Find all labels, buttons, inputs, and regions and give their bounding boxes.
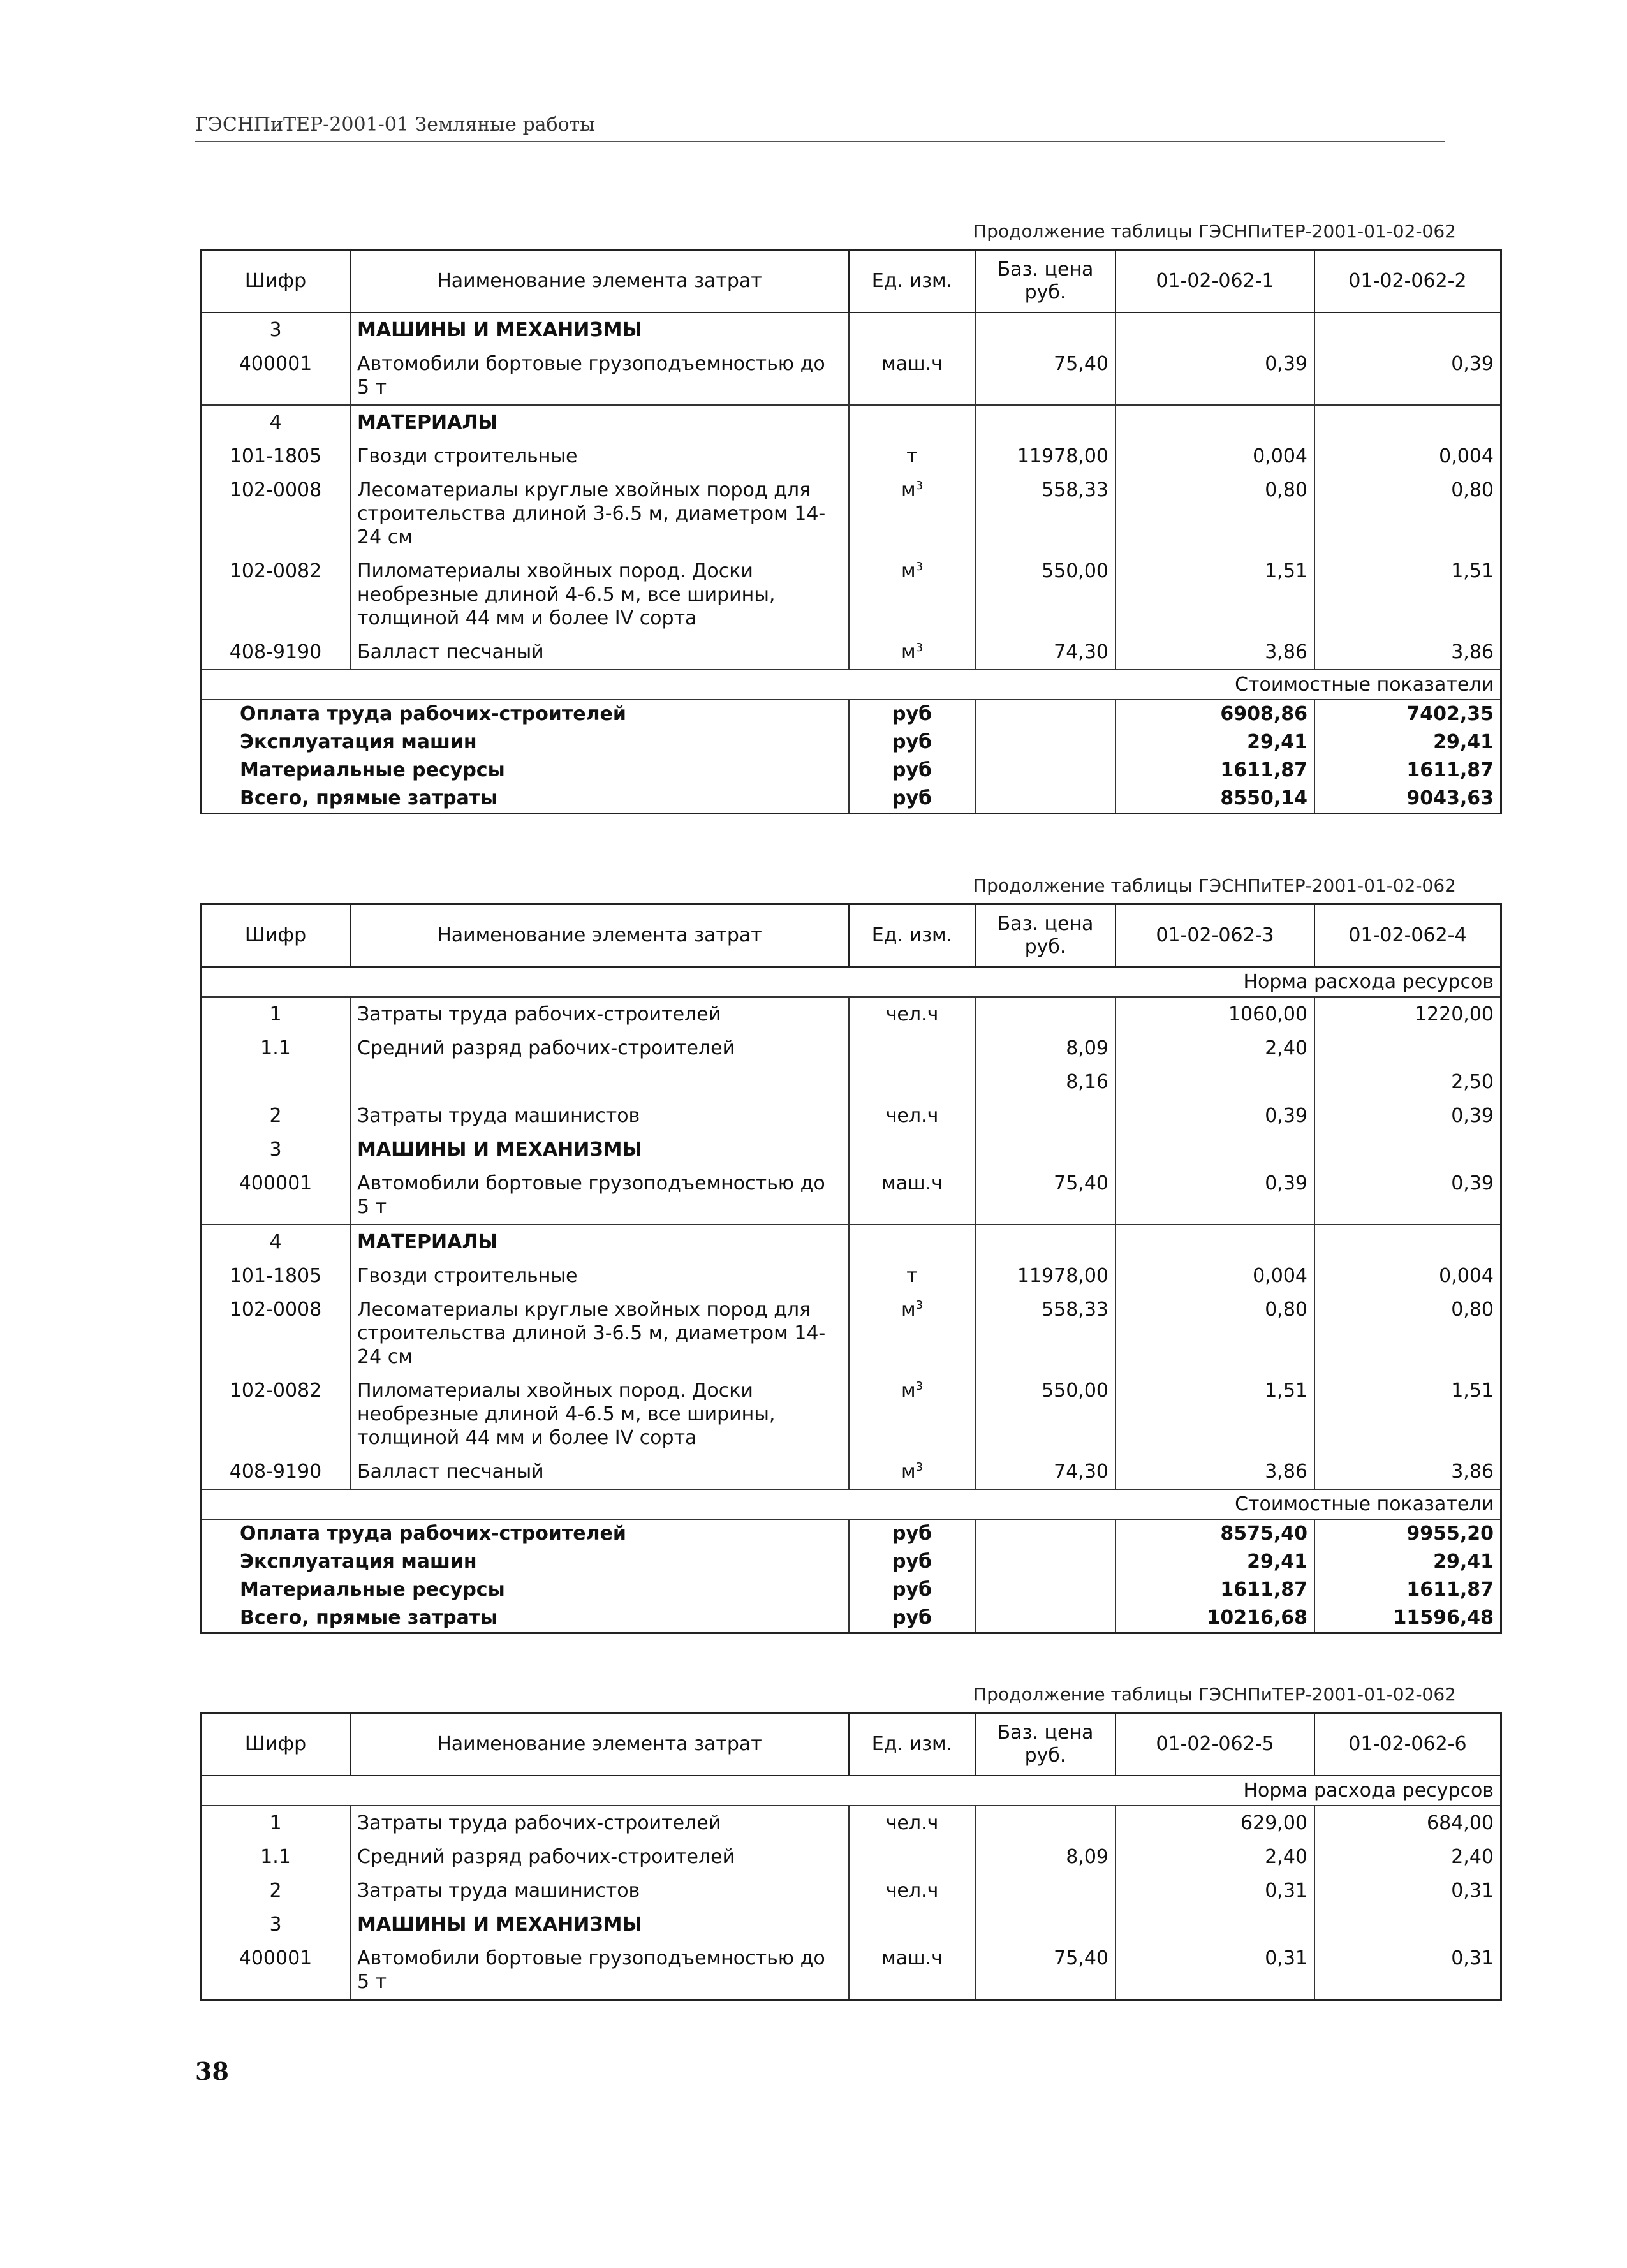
table-row (201, 1031, 1501, 1065)
row-value-1: 1060,00 (1115, 997, 1314, 1031)
row-name: Средний разряд рабочих-строителей (350, 1840, 849, 1874)
row-price (975, 1133, 1115, 1167)
row-value-2: 0,80 (1314, 1293, 1501, 1374)
norm-band (201, 1776, 1501, 1806)
row-value-2: 0,31 (1314, 1874, 1501, 1908)
table-caption: Продолжение таблицы ГЭСНПиТЕР-2001-01-02-062 (973, 875, 1456, 896)
total-value-1: 8575,40 (1115, 1519, 1314, 1548)
row-value-2 (1314, 1225, 1501, 1259)
row-code: 400001 (239, 1947, 313, 1970)
unit-exponent: 3 (915, 641, 924, 654)
table-row (201, 1840, 1501, 1874)
total-value-2: 29,41 (1314, 728, 1501, 756)
row-value-1: 0,31 (1115, 1941, 1314, 2000)
row-value-2: 2,40 (1314, 1840, 1501, 1874)
row-value-2: 3,86 (1314, 1455, 1501, 1489)
total-value-2: 11596,48 (1314, 1604, 1501, 1633)
row-code: 101-1805 (229, 1265, 322, 1287)
col-5-header: 01-02-062-5 (1115, 1713, 1314, 1776)
row-code: 102-0008 (229, 479, 322, 501)
row-unit: $м^3$ (849, 635, 975, 670)
row-unit: чел.ч (849, 1806, 975, 1840)
row-unit: т (849, 1259, 975, 1293)
cost-band (201, 670, 1501, 700)
total-price (975, 756, 1115, 784)
row-value-2: 0,39 (1314, 1099, 1501, 1133)
row-unit: маш.ч (849, 1941, 975, 2000)
table-row (201, 1374, 1501, 1455)
row-value-1 (1115, 1908, 1314, 1941)
page-number: 38 (195, 2057, 229, 2086)
table-2 (200, 903, 1502, 1634)
row-name: МАШИНЫ И МЕХАНИЗМЫ (350, 313, 849, 347)
cost-band (201, 1489, 1501, 1519)
col-name-header: Наименование элемента затрат (350, 1713, 849, 1776)
row-code: 4 (201, 1225, 351, 1259)
col-unit-header: Ед. изм. (849, 250, 975, 313)
row-unit: $м^3$ (849, 554, 975, 635)
row-value-2: 0,80 (1314, 473, 1501, 554)
total-value-2: 9043,63 (1314, 784, 1501, 814)
section-row (201, 1225, 1501, 1259)
total-row (201, 1548, 1501, 1576)
row-price: 74,30 (975, 635, 1115, 670)
row-value-2 (1314, 405, 1501, 439)
row-price: 74,30 (975, 1455, 1115, 1489)
row-price: 11978,00 (975, 439, 1115, 473)
total-price (975, 728, 1115, 756)
row-name: Пиломатериалы хвойных пород. Доски необрезные длиной 4-6.5 м, все ширины, толщиной 44 мм и более IV сорта (350, 1374, 849, 1455)
table-header-row (201, 250, 1501, 313)
row-unit: т (849, 439, 975, 473)
total-label: Всего, прямые затраты (240, 787, 498, 809)
row-value-2: 0,39 (1314, 1167, 1501, 1225)
row-name: Гвозди строительные (350, 1259, 849, 1293)
total-value-2: 1611,87 (1314, 756, 1501, 784)
row-value-1: 3,86 (1115, 1455, 1314, 1489)
col-code-header: Шифр (201, 250, 351, 313)
row-code: 408-9190 (229, 641, 322, 663)
row-value-2 (1314, 1908, 1501, 1941)
row-value-2: 0,39 (1314, 347, 1501, 405)
row-price (975, 1099, 1115, 1133)
row-name: Балласт песчаный (350, 635, 849, 670)
table-caption: Продолжение таблицы ГЭСНПиТЕР-2001-01-02-062 (973, 221, 1456, 242)
row-name: Гвозди строительные (350, 439, 849, 473)
row-value-1: 0,80 (1115, 1293, 1314, 1374)
table-3 (200, 1712, 1502, 2001)
row-value-1: 0,004 (1115, 1259, 1314, 1293)
row-name: Затраты труда машинистов (350, 1874, 849, 1908)
total-row (201, 1519, 1501, 1548)
labor-rows (201, 1806, 1501, 1908)
table-1 (200, 249, 1502, 814)
col-code-header: Шифр (201, 1713, 351, 1776)
col-unit-header: Ед. изм. (849, 1713, 975, 1776)
row-code: 4 (201, 405, 351, 439)
row-name: МАШИНЫ И МЕХАНИЗМЫ (350, 1133, 849, 1167)
row-code: 102-0082 (229, 560, 322, 582)
row-value-2 (1314, 313, 1501, 347)
row-price: 75,40 (975, 347, 1115, 405)
table-row (201, 635, 1501, 670)
table-header-row (201, 904, 1501, 968)
row-price (975, 1225, 1115, 1259)
total-unit: руб (849, 1604, 975, 1633)
table-row (201, 1259, 1501, 1293)
row-value-1: 629,00 (1115, 1806, 1314, 1840)
row-code: 3 (269, 1138, 282, 1161)
col-5-header: 01-02-062-1 (1115, 250, 1314, 313)
col-name-header: Наименование элемента затрат (350, 904, 849, 968)
total-price (975, 784, 1115, 814)
table-row (201, 1099, 1501, 1133)
table-row (201, 554, 1501, 635)
total-label: Оплата труда рабочих-строителей (240, 1522, 626, 1545)
norm-band-label: Норма расхода ресурсов (201, 1776, 1501, 1806)
total-row (201, 756, 1501, 784)
row-value-2: 684,00 (1314, 1806, 1501, 1840)
section-row (201, 1908, 1501, 1941)
row-price (975, 1908, 1115, 1941)
row-price: 558,33 (975, 473, 1115, 554)
total-row (201, 784, 1501, 814)
row-name: МАТЕРИАЛЫ (350, 1225, 849, 1259)
row-code: 408-9190 (229, 1461, 322, 1483)
table-row (201, 1455, 1501, 1489)
row-code: 3 (269, 1913, 282, 1936)
total-value-1: 29,41 (1115, 1548, 1314, 1576)
row-code: 1 (269, 1003, 282, 1026)
row-value-2: 3,86 (1314, 635, 1501, 670)
total-label: Материальные ресурсы (240, 1579, 505, 1601)
table-row (201, 1293, 1501, 1374)
total-row (201, 1576, 1501, 1604)
resource-rows (201, 1908, 1501, 2000)
row-name: Балласт песчаный (350, 1455, 849, 1489)
col-name-header: Наименование элемента затрат (350, 250, 849, 313)
col-price-header: Баз. цена руб. (975, 904, 1115, 968)
table-row (201, 1065, 1501, 1099)
row-code: 400001 (239, 1172, 313, 1195)
table-row (201, 473, 1501, 554)
resource-rows (201, 1133, 1501, 1489)
row-value-2 (1314, 1031, 1501, 1065)
row-unit (849, 405, 975, 439)
row-price (975, 997, 1115, 1031)
total-value-1: 8550,14 (1115, 784, 1314, 814)
row-value-2: 0,004 (1314, 1259, 1501, 1293)
row-value-1: 0,80 (1115, 473, 1314, 554)
row-code: 3 (269, 319, 282, 341)
table-row (201, 1874, 1501, 1908)
total-unit: руб (849, 1548, 975, 1576)
total-label: Эксплуатация машин (240, 731, 477, 753)
total-price (975, 1604, 1115, 1633)
row-name: МАТЕРИАЛЫ (350, 405, 849, 439)
row-value-1: 1,51 (1115, 554, 1314, 635)
row-value-1: 1,51 (1115, 1374, 1314, 1455)
row-name: Автомобили бортовые грузоподъемностью до 5 т (350, 347, 849, 405)
col-5-header: 01-02-062-3 (1115, 904, 1314, 968)
row-unit (849, 1133, 975, 1167)
row-unit: чел.ч (849, 997, 975, 1031)
row-value-2: 2,50 (1314, 1065, 1501, 1099)
total-row (201, 728, 1501, 756)
row-price: 8,16 (975, 1065, 1115, 1099)
row-unit: $м^3$ (849, 473, 975, 554)
row-name (350, 1065, 849, 1099)
total-label: Материальные ресурсы (240, 759, 505, 781)
table-caption: Продолжение таблицы ГЭСНПиТЕР-2001-01-02-062 (973, 1684, 1456, 1705)
unit-exponent: 3 (915, 1461, 924, 1474)
row-price: 75,40 (975, 1167, 1115, 1225)
total-row (201, 1604, 1501, 1633)
table-row (201, 347, 1501, 405)
row-price (975, 1874, 1115, 1908)
row-value-2: 0,31 (1314, 1941, 1501, 2000)
table-row (201, 439, 1501, 473)
row-value-1: 2,40 (1115, 1840, 1314, 1874)
row-name: Пиломатериалы хвойных пород. Доски необрезные длиной 4-6.5 м, все ширины, толщиной 44 мм и более IV сорта (350, 554, 849, 635)
row-price (975, 1806, 1115, 1840)
labor-rows (201, 997, 1501, 1133)
row-price: 550,00 (975, 554, 1115, 635)
total-label: Всего, прямые затраты (240, 1607, 498, 1629)
row-value-2 (1314, 1133, 1501, 1167)
section-row (201, 313, 1501, 347)
row-price: 8,09 (975, 1031, 1115, 1065)
total-unit: руб (849, 784, 975, 814)
resource-rows (201, 313, 1501, 670)
row-code: 101-1805 (229, 445, 322, 468)
row-price (975, 405, 1115, 439)
row-code: 400001 (239, 353, 313, 375)
row-code: 1.1 (260, 1846, 291, 1868)
row-unit: маш.ч (849, 1167, 975, 1225)
row-code: 1 (269, 1812, 282, 1834)
total-price (975, 1576, 1115, 1604)
total-value-2: 7402,35 (1314, 700, 1501, 728)
total-unit: руб (849, 756, 975, 784)
norm-band-label: Норма расхода ресурсов (201, 967, 1501, 997)
table-row (201, 1167, 1501, 1225)
col-unit-header: Ед. изм. (849, 904, 975, 968)
col-6-header: 01-02-062-6 (1314, 1713, 1501, 1776)
col-price-header: Баз. цена руб. (975, 1713, 1115, 1776)
row-name: МАШИНЫ И МЕХАНИЗМЫ (350, 1908, 849, 1941)
row-price: 8,09 (975, 1840, 1115, 1874)
total-unit: руб (849, 700, 975, 728)
row-unit (849, 1840, 975, 1874)
total-value-2: 9955,20 (1314, 1519, 1501, 1548)
total-unit: руб (849, 1519, 975, 1548)
total-label: Эксплуатация машин (240, 1550, 477, 1573)
total-price (975, 1548, 1115, 1576)
row-value-1: 0,004 (1115, 439, 1314, 473)
row-value-1: 0,39 (1115, 1099, 1314, 1133)
row-name: Лесоматериалы круглые хвойных пород для строительства длиной 3-6.5 м, диаметром 14-24 см (350, 473, 849, 554)
row-code: 1.1 (260, 1037, 291, 1059)
row-code: 2 (269, 1880, 282, 1902)
row-value-1: 2,40 (1115, 1031, 1314, 1065)
row-code: 102-0008 (229, 1299, 322, 1321)
total-value-1: 1611,87 (1115, 1576, 1314, 1604)
row-unit (849, 1065, 975, 1099)
unit-exponent: 3 (915, 1299, 924, 1312)
col-6-header: 01-02-062-2 (1314, 250, 1501, 313)
row-unit: чел.ч (849, 1874, 975, 1908)
total-value-1: 10216,68 (1115, 1604, 1314, 1633)
row-code (201, 1065, 351, 1099)
table-header-row (201, 1713, 1501, 1776)
norm-band (201, 967, 1501, 997)
row-unit: маш.ч (849, 347, 975, 405)
total-price (975, 700, 1115, 728)
unit-exponent: 3 (915, 560, 924, 573)
table-row (201, 1806, 1501, 1840)
unit-exponent: 3 (915, 1380, 924, 1393)
total-label: Оплата труда рабочих-строителей (240, 703, 626, 725)
row-code: 2 (269, 1105, 282, 1127)
row-unit (849, 1031, 975, 1065)
section-row (201, 405, 1501, 439)
row-value-2: 1,51 (1314, 1374, 1501, 1455)
row-unit: $м^3$ (849, 1374, 975, 1455)
total-value-1: 29,41 (1115, 728, 1314, 756)
total-value-2: 29,41 (1314, 1548, 1501, 1576)
row-value-1 (1115, 1133, 1314, 1167)
cost-band-label: Стоимостные показатели (201, 670, 1501, 700)
row-price: 558,33 (975, 1293, 1115, 1374)
row-unit (849, 1908, 975, 1941)
table-row (201, 1941, 1501, 2000)
row-value-2: 1,51 (1314, 554, 1501, 635)
cost-totals (201, 700, 1501, 814)
row-name: Автомобили бортовые грузоподъемностью до 5 т (350, 1941, 849, 2000)
row-name: Лесоматериалы круглые хвойных пород для строительства длиной 3-6.5 м, диаметром 14-24 см (350, 1293, 849, 1374)
page-header: ГЭСНПиТЕР-2001-01 Земляные работы (195, 114, 1445, 142)
row-value-1 (1115, 1065, 1314, 1099)
total-value-1: 6908,86 (1115, 700, 1314, 728)
row-value-1: 3,86 (1115, 635, 1314, 670)
col-price-header: Баз. цена руб. (975, 250, 1115, 313)
table-row (201, 997, 1501, 1031)
row-value-1 (1115, 313, 1314, 347)
cost-band-label: Стоимостные показатели (201, 1489, 1501, 1519)
row-value-1: 0,39 (1115, 1167, 1314, 1225)
total-unit: руб (849, 1576, 975, 1604)
row-value-1: 0,31 (1115, 1874, 1314, 1908)
row-value-1: 0,39 (1115, 347, 1314, 405)
row-value-2: 1220,00 (1314, 997, 1501, 1031)
row-price: 75,40 (975, 1941, 1115, 2000)
row-unit (849, 1225, 975, 1259)
total-price (975, 1519, 1115, 1548)
total-value-1: 1611,87 (1115, 756, 1314, 784)
row-price: 11978,00 (975, 1259, 1115, 1293)
row-name: Затраты труда машинистов (350, 1099, 849, 1133)
row-name: Затраты труда рабочих-строителей (350, 1806, 849, 1840)
unit-exponent: 3 (915, 479, 924, 492)
cost-totals (201, 1519, 1501, 1633)
row-value-1 (1115, 1225, 1314, 1259)
row-unit: $м^3$ (849, 1293, 975, 1374)
row-value-2: 0,004 (1314, 439, 1501, 473)
row-unit: чел.ч (849, 1099, 975, 1133)
total-row (201, 700, 1501, 728)
col-code-header: Шифр (201, 904, 351, 968)
row-unit: $м^3$ (849, 1455, 975, 1489)
row-name: Затраты труда рабочих-строителей (350, 997, 849, 1031)
row-unit (849, 313, 975, 347)
row-name: Автомобили бортовые грузоподъемностью до 5 т (350, 1167, 849, 1225)
col-6-header: 01-02-062-4 (1314, 904, 1501, 968)
row-value-1 (1115, 405, 1314, 439)
row-price: 550,00 (975, 1374, 1115, 1455)
total-unit: руб (849, 728, 975, 756)
total-value-2: 1611,87 (1314, 1576, 1501, 1604)
section-row (201, 1133, 1501, 1167)
row-price (975, 313, 1115, 347)
row-code: 102-0082 (229, 1380, 322, 1402)
row-name: Средний разряд рабочих-строителей (350, 1031, 849, 1065)
